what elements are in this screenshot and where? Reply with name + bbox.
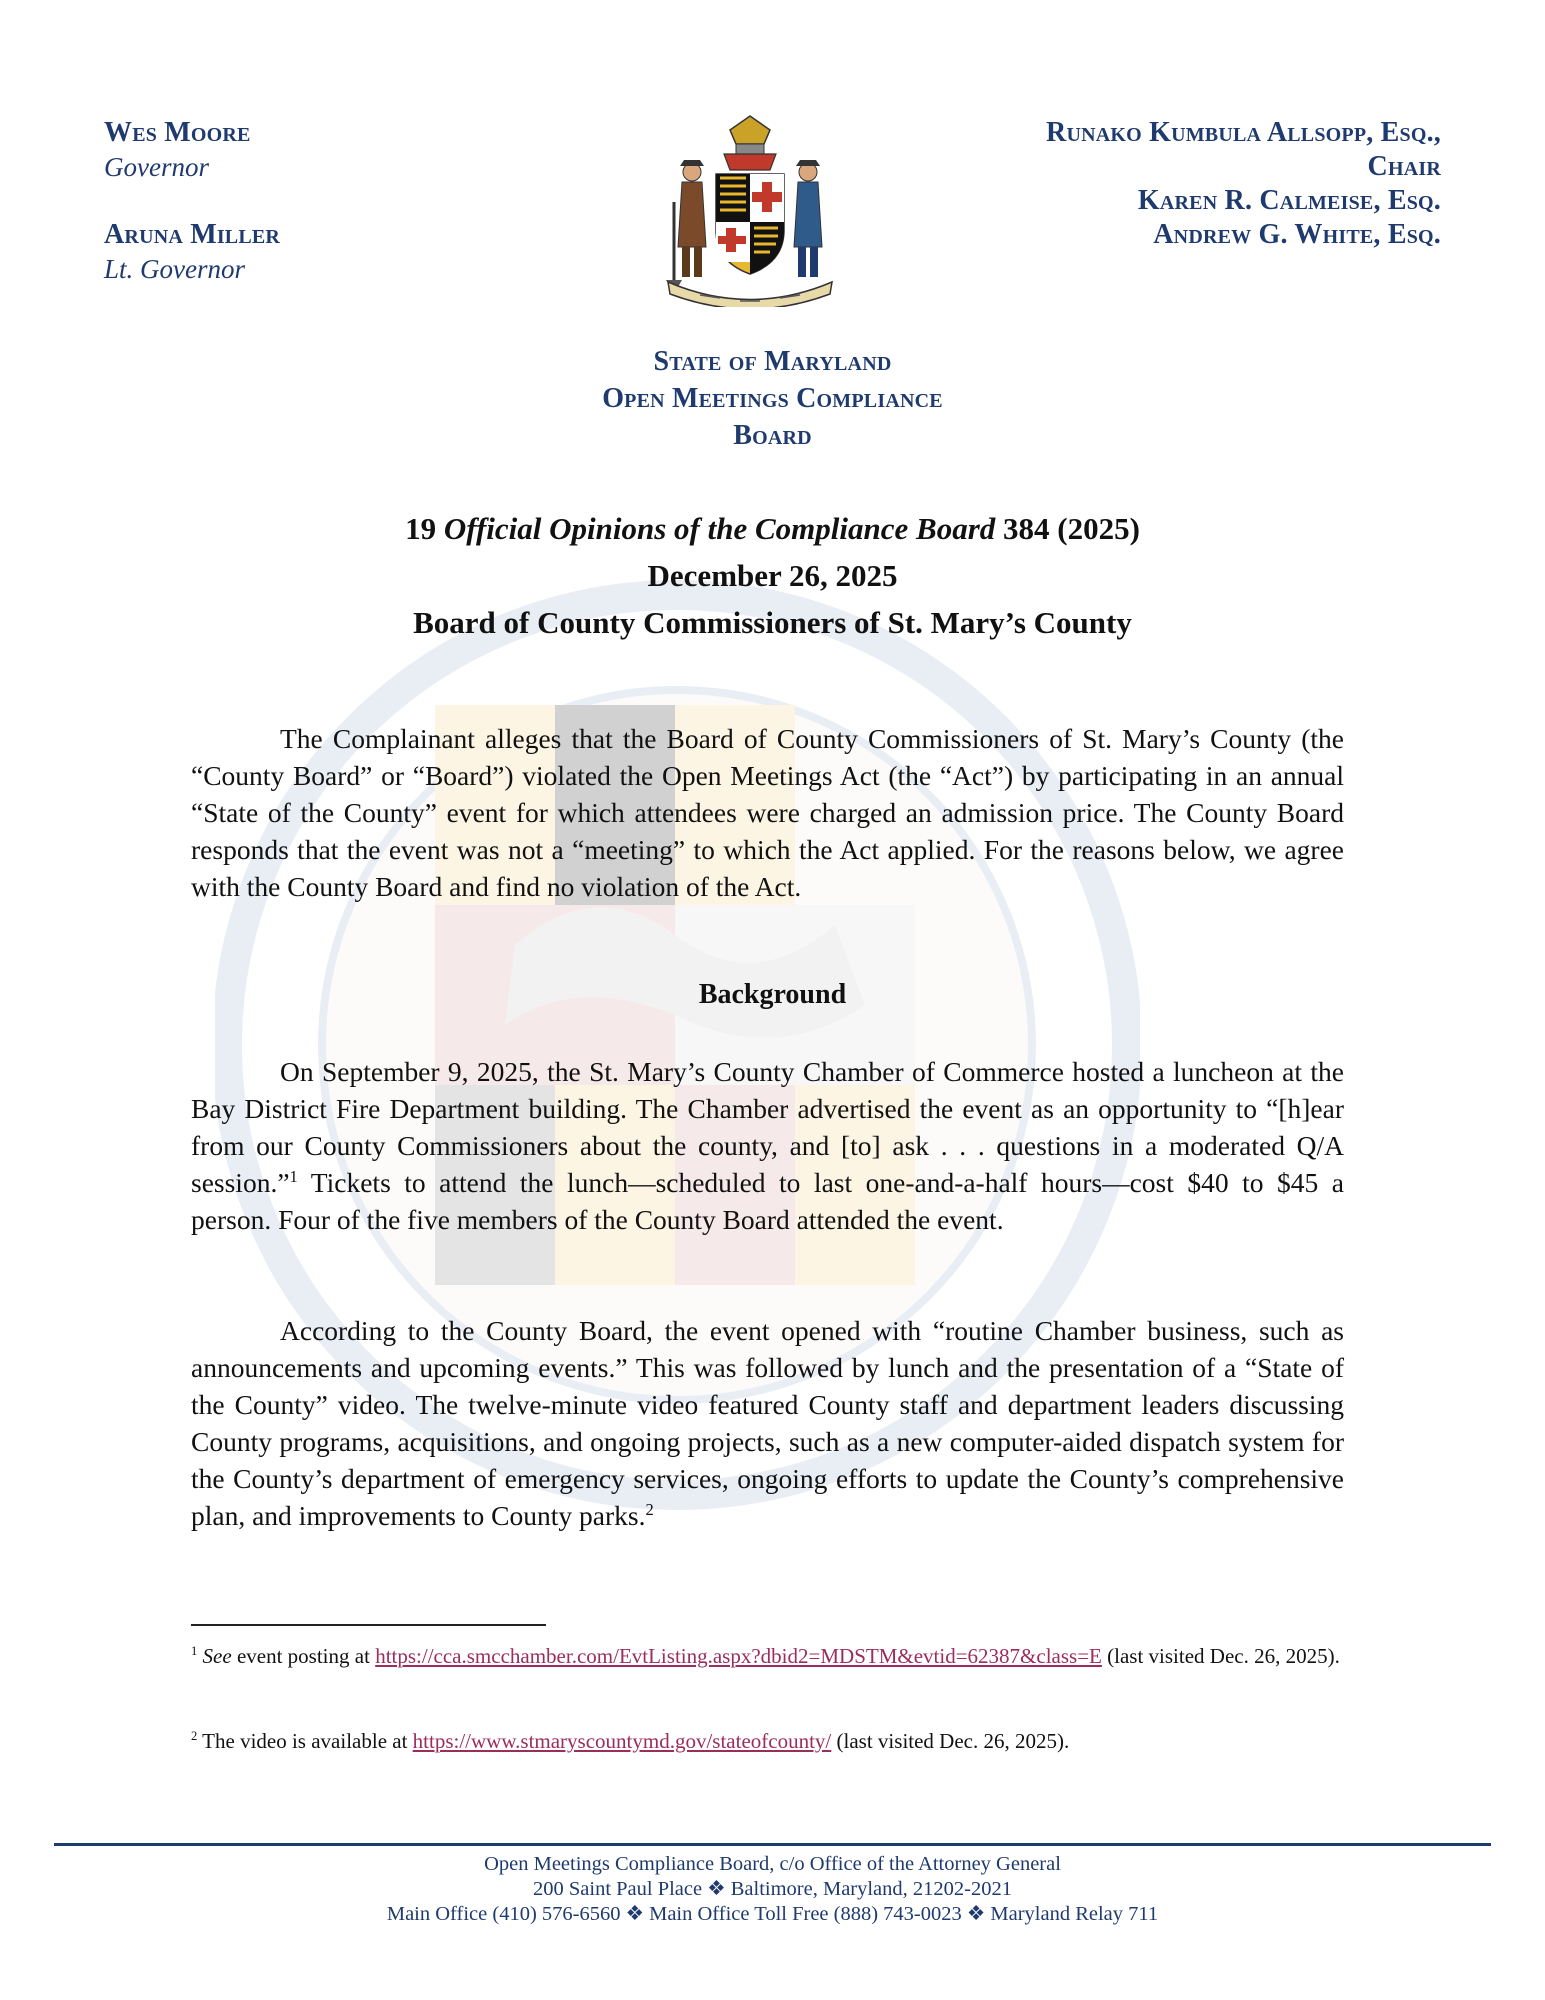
page-footer <box>0 1852 1545 1927</box>
section-heading-background: Background <box>698 979 847 1010</box>
footnote-link[interactable]: https://cca.smcchamber.com/EvtListing.aspx?dbid2=MDSTM&evtid=62387&class=E <box>375 1644 1102 1668</box>
member-name: Andrew G. White, Esq. <box>1153 219 1441 250</box>
footer-line: 200 Saint Paul Place ❖ Baltimore, Maryland, 21202-2021 <box>533 1878 1012 1900</box>
footnote-divider <box>191 1624 546 1626</box>
paragraph-background-2: According to the County Board, the event opened with “routine Chamber business, such as announcements and upcoming events.” This was followed by lunch and the presentation of a “State of the County” video. The twelve-minute video featured County staff and department leaders discussing County programs, acquisitions, and ongoing projects, such as a new computer-aided dispatch system for the County’s department of emergency services, ongoing efforts to update the County’s comprehensive plan, and improvements to County parks.$^2$ <box>191 1315 1344 1531</box>
footer-line: Open Meetings Compliance Board, c/o Office of the Attorney General <box>484 1853 1061 1875</box>
header-right <box>1046 116 1441 252</box>
footer-divider <box>54 1843 1491 1846</box>
footnote-1: $^1$ See event posting at https://cca.smcchamber.com/EvtListing.aspx?dbid2=MDSTM&evtid=62387&class=E (last visited Dec. 26, 2025). <box>191 1644 1340 1668</box>
header-left <box>104 116 280 286</box>
opinion-heading <box>0 505 1545 646</box>
lt-governor-name: Aruna Miller <box>104 219 281 250</box>
opinion-citation: 19 Official Opinions of the Compliance Board 384 (2025) <box>405 511 1140 546</box>
governor-title: Governor <box>104 152 209 182</box>
member-name: Karen R. Calmeise, Esq. <box>1137 185 1441 216</box>
agency-title: State of Maryland Open Meetings Compliance Board <box>602 346 943 451</box>
opinion-date: December 26, 2025 <box>647 558 898 593</box>
governor-name: Wes Moore <box>104 117 251 148</box>
footnote-link[interactable]: https://www.stmaryscountymd.gov/stateofcounty/ <box>412 1729 832 1753</box>
footnote-ref[interactable]: 2 <box>645 1499 654 1519</box>
chair-title: Chair <box>1367 151 1441 182</box>
chair-name: Runako Kumbula Allsopp, Esq., <box>1046 117 1441 148</box>
footnote-ref[interactable]: 1 <box>289 1166 298 1186</box>
footnote-2: $^2$ The video is available at https://www.stmaryscountymd.gov/stateofcounty/ (last visited Dec. 26, 2025). <box>191 1729 1070 1753</box>
paragraph-intro: The Complainant alleges that the Board of County Commissioners of St. Mary’s County (the “County Board” or “Board”) violated the Open Meetings Act (the “Act”) by participating in an annual “State of the County” event for which attendees were charged an admission price. The County Board responds that the event was not a “meeting” to which the Act applied. For the reasons below, we agree with the County Board and find no violation of the Act. <box>191 723 1344 902</box>
maryland-great-seal-icon <box>660 112 840 307</box>
opinion-party: Board of County Commissioners of St. Mary’s County <box>413 605 1132 640</box>
footer-line: Main Office (410) 576-6560 ❖ Main Office Toll Free (888) 743-0023 ❖ Maryland Relay 711 <box>386 1903 1159 1925</box>
paragraph-background-1: On September 9, 2025, the St. Mary’s County Chamber of Commerce hosted a luncheon at the Bay District Fire Department building. The Chamber advertised the event as an opportunity to “[h]ear from our County Commissioners about the county, and [to] ask . . . questions in a moderated Q/A session.”$^1$ Tickets to attend the lunch—scheduled to last one-and-a-half hours—cost $40 to $45 a person. Four of the five members of the County Board attended the event. <box>191 1056 1344 1235</box>
lt-governor-title: Lt. Governor <box>104 254 245 284</box>
